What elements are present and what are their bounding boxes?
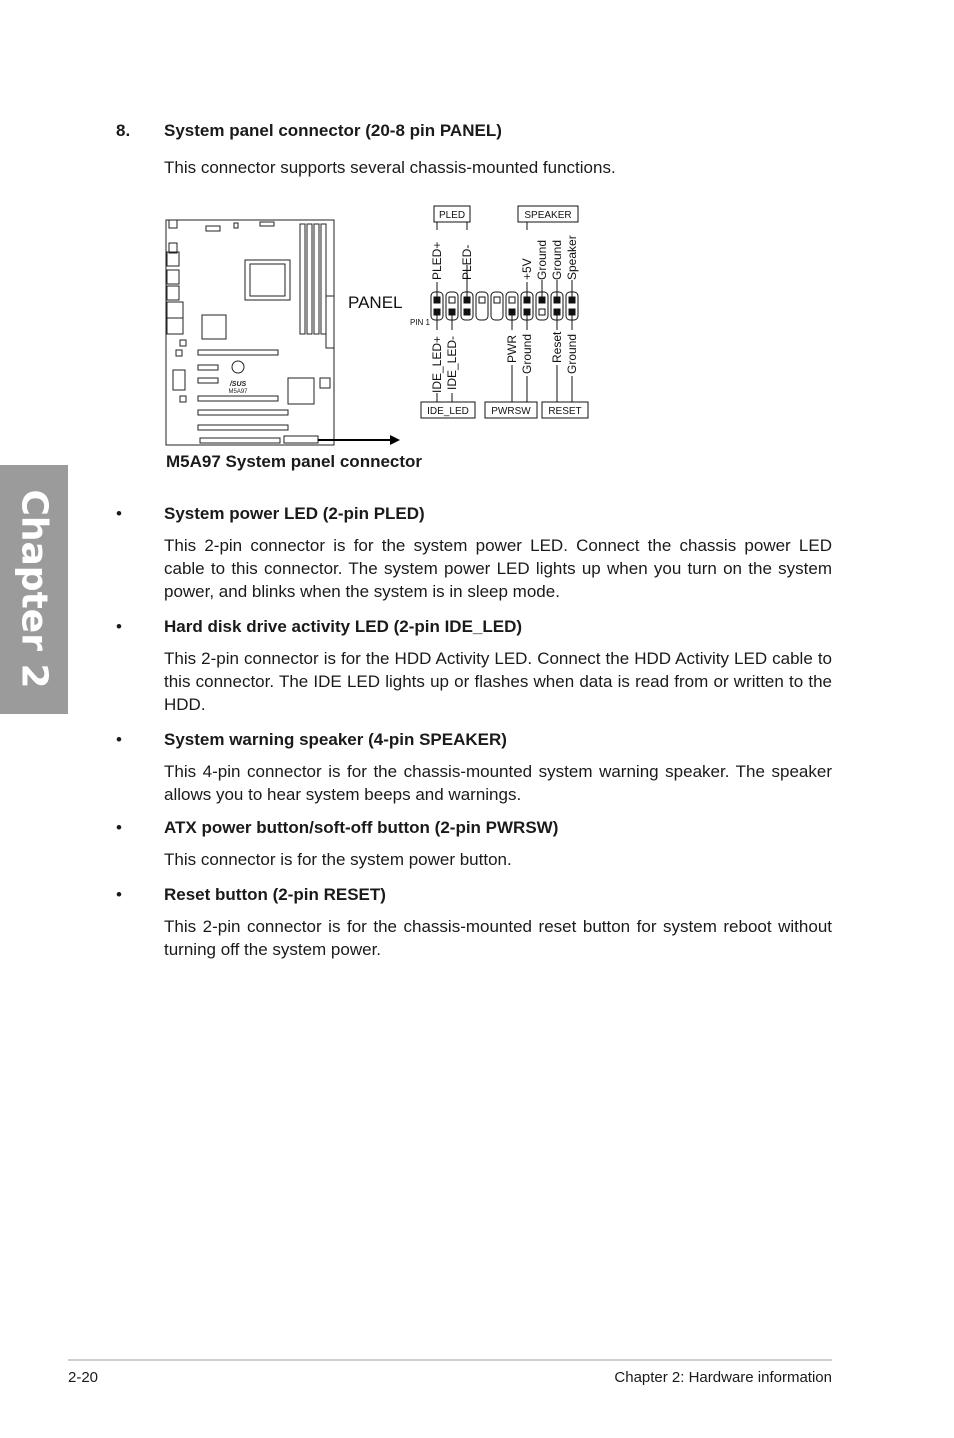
section-intro: This connector supports several chassis-mounted functions. <box>164 158 616 177</box>
pin-label-ide-led-plus: IDE_LED+ <box>430 335 444 393</box>
footer-divider <box>68 1359 832 1361</box>
item-description: This 4-pin connector is for the chassis-mounted system warning speaker. The speaker allows you to hear system beeps and warnings. <box>164 762 832 804</box>
section-title: System panel connector (20-8 pin PANEL) <box>164 121 502 140</box>
box-reset: RESET <box>548 406 582 417</box>
pin-label-ide-led-minus: IDE_LED- <box>445 335 459 390</box>
pin-label-pled-minus: PLED- <box>460 244 474 280</box>
pin-label-5v: +5V <box>520 258 534 280</box>
footer-chapter-title: Chapter 2: Hardware information <box>614 1369 832 1386</box>
panel-connector-diagram <box>150 200 610 480</box>
item-title: System warning speaker (4-pin SPEAKER) <box>164 730 507 749</box>
diagram-caption: M5A97 System panel connector <box>166 452 423 471</box>
box-pled: PLED <box>438 210 466 221</box>
chapter-tab <box>0 465 68 714</box>
pin-label-ground-2: Ground <box>550 239 564 280</box>
page-number: 2-20 <box>68 1369 99 1386</box>
bullet: • <box>116 818 122 837</box>
bullet: • <box>116 885 122 904</box>
board-name: M5A97 <box>228 389 248 395</box>
panel-label: PANEL <box>348 293 403 312</box>
pin-label-ground-4: Ground <box>565 333 579 374</box>
pin-label-pwr: PWR <box>505 335 519 363</box>
box-ide-led: IDE_LED <box>427 406 469 417</box>
section-number: 8. <box>116 121 131 140</box>
pin-label-ground-3: Ground <box>520 333 534 374</box>
bullet: • <box>116 730 122 749</box>
diagram-svg <box>150 200 610 450</box>
pin-label-reset: Reset <box>550 331 564 363</box>
item-title: ATX power button/soft-off button (2-pin PWRSW) <box>164 818 559 837</box>
pin-label-ground-1: Ground <box>535 239 549 280</box>
motherboard-illustration <box>166 220 334 445</box>
item-description: This connector is for the system power button. <box>164 850 512 869</box>
bullet: • <box>116 617 122 636</box>
svg-text:/SUS: /SUS <box>229 381 247 388</box>
bullet: • <box>116 504 122 523</box>
item-title: Hard disk drive activity LED (2-pin IDE_LED) <box>164 617 523 636</box>
item-title: Reset button (2-pin RESET) <box>164 885 386 904</box>
box-pwrsw: PWRSW <box>491 406 531 417</box>
item-description: This 2-pin connector is for the system power LED. Connect the chassis power LED cable to this connector. The system power LED lights up when you turn on the system power, and blinks when the system is in sleep mode. <box>164 536 832 601</box>
chapter-tab-label: Chapter 2 <box>13 489 55 689</box>
pin1-label: PIN 1 <box>410 318 431 327</box>
item-title: System power LED (2-pin PLED) <box>164 504 425 523</box>
box-speaker: SPEAKER <box>524 210 572 221</box>
item-description: This 2-pin connector is for the chassis-mounted reset button for system reboot without turning off the system power. <box>164 917 832 959</box>
pin-label-speaker: Speaker <box>565 235 579 280</box>
item-description: This 2-pin connector is for the HDD Activity LED. Connect the HDD Activity LED cable to this connector. The IDE LED lights up or flashes when data is read from or written to the HDD. <box>164 649 832 714</box>
pin-header <box>431 292 578 320</box>
pin-label-pled-plus: PLED+ <box>430 241 444 280</box>
